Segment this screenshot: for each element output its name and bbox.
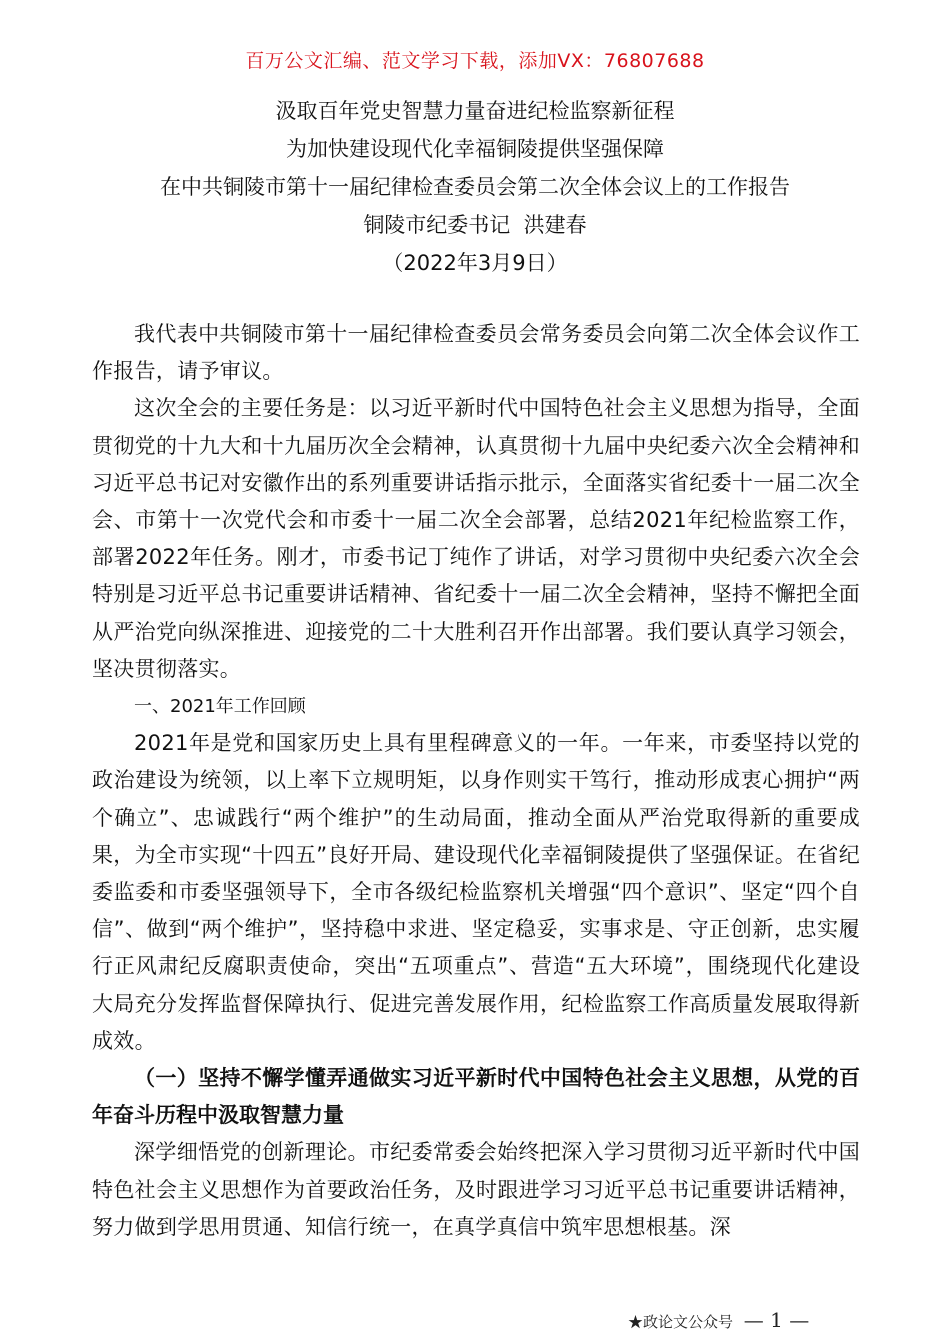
report-occasion: 在中共铜陵市第十一届纪律检查委员会第二次全体会议上的工作报告: [160, 175, 790, 199]
report-date: （2022年3月9日）: [382, 251, 568, 275]
subsection-heading-1: （一）坚持不懈学懂弄通做实习近平新时代中国特色社会主义思想，从党的百年奋斗历程中汲取智慧力量: [92, 1066, 860, 1128]
subtitle: 为加快建设现代化幸福铜陵提供坚强保障: [286, 137, 664, 161]
watermark-banner: 百万公文汇编、范文学习下载，添加VX：76807688: [245, 50, 705, 72]
paragraph-intro: 我代表中共铜陵市第十一届纪律检查委员会常务委员会向第二次全体会议作工作报告，请予审议。: [92, 322, 860, 384]
page-number: — 1 —: [743, 1308, 810, 1332]
title-block: [0, 92, 950, 282]
report-body: [92, 316, 860, 1246]
author-line: 铜陵市纪委书记 洪建春: [363, 213, 587, 237]
paragraph-2021-review: 2021年是党和国家历史上具有里程碑意义的一年。一年来，市委坚持以党的政治建设为统领，以上率下立规明矩，以身作则实干笃行，推动形成衷心拥护“两个确立”、忠诚践行“两个维护”的生动局面，推动全面从严治党取得新的重要成果，为全市实现“十四五”良好开局、建设现代化幸福铜陵提供了坚强保证。在省纪委监委和市委坚强领导下，全市各级纪检监察机关增强“四个意识”、坚定“四个自信”、做到“两个维护”，坚持稳中求进、坚定稳妥，实事求是、守正创新，忠实履行正风肃纪反腐职责使命，突出“五项重点”、营造“五大环境”，围绕现代化建设大局充分发挥监督保障执行、促进完善发展作用，纪检监察工作高质量发展取得新成效。: [92, 731, 860, 1053]
paragraph-theory-study: 深学细悟党的创新理论。市纪委常委会始终把深入学习贯彻习近平新时代中国特色社会主义思想作为首要政治任务，及时跟进学习习近平总书记重要讲话精神，努力做到学思用贯通、知信行统一，在真学真信中筑牢思想根基。深: [92, 1140, 860, 1239]
paragraph-main-tasks: 这次全会的主要任务是：以习近平新时代中国特色社会主义思想为指导，全面贯彻党的十九大和十九届历次全会精神，认真贯彻十九届中央纪委六次全会精神和习近平总书记对安徽作出的系列重要讲话指示批示，全面落实省纪委十一届二次全会、市第十一次党代会和市委十一届二次全会部署，总结2021年纪检监察工作，部署2022年任务。刚才，市委书记丁纯作了讲话，对学习贯彻中央纪委六次全会特别是习近平总书记重要讲话精神、省纪委十一届二次全会精神，坚持不懈把全面从严治党向纵深推进、迎接党的二十大胜利召开作出部署。我们要认真学习领会，坚决贯彻落实。: [92, 396, 860, 681]
page-footer: [628, 1308, 809, 1332]
section-heading-review: 一、2021年工作回顾: [134, 696, 306, 718]
main-title: 汲取百年党史智慧力量奋进纪检监察新征程: [275, 99, 675, 123]
footer-source: ★政论文公众号: [628, 1313, 734, 1331]
